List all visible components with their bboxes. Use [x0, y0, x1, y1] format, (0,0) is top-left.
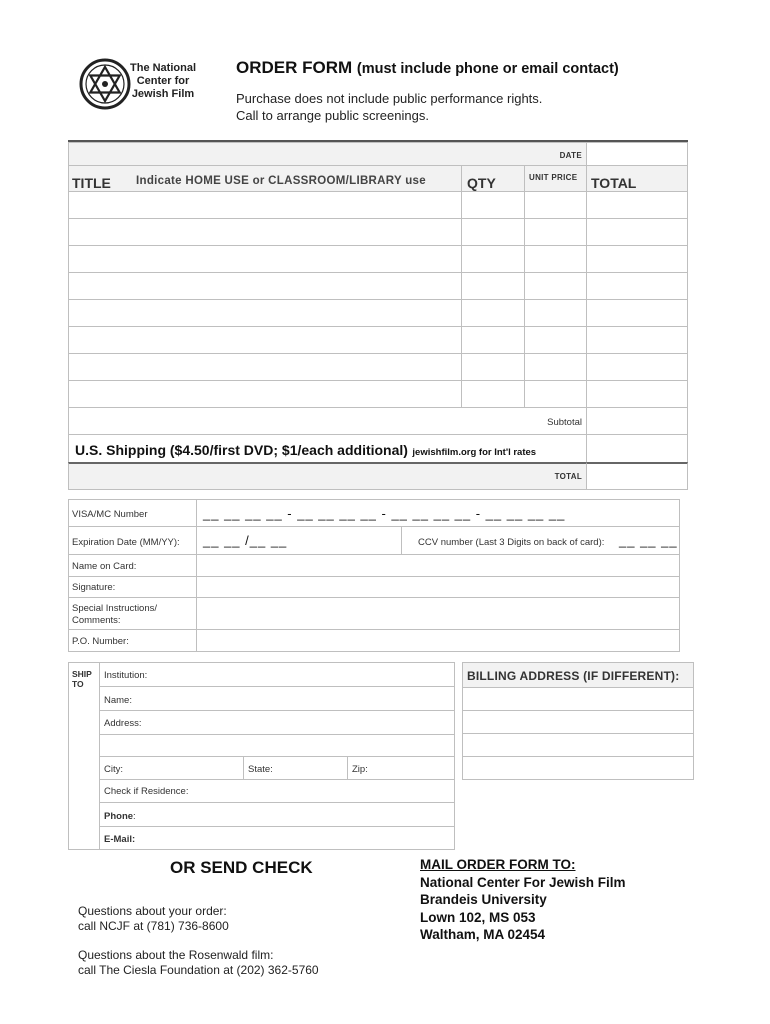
mail-address-line-4: Waltham, MA 02454: [420, 927, 546, 942]
email-label: E-Mail:: [104, 834, 136, 845]
card-number-label-cell: [68, 499, 197, 527]
phone-label-colon: :: [133, 811, 136, 822]
item-qty-field[interactable]: [461, 218, 525, 246]
date-field[interactable]: [586, 142, 688, 166]
billing-address-section: [462, 662, 694, 780]
billing-line-3-field[interactable]: [462, 733, 694, 757]
ship-to-label: [72, 669, 92, 689]
item-qty-field[interactable]: [461, 353, 525, 381]
po-number-field[interactable]: [196, 629, 680, 652]
expiration-label: Expiration Date (MM/YY):: [72, 537, 180, 548]
date-label: DATE: [559, 151, 582, 160]
payment-table: [68, 499, 680, 652]
form-title: [236, 58, 619, 78]
item-title-field[interactable]: [68, 353, 462, 381]
state-label: State:: [248, 764, 273, 775]
unit-price-column-header: UNIT PRICE: [529, 173, 578, 182]
logo-line-2: Center for: [136, 75, 190, 87]
billing-line-1-field[interactable]: [462, 687, 694, 711]
item-unit-price-field[interactable]: [524, 299, 587, 327]
order-questions-line-2: call NCJF at (781) 736-8600: [78, 919, 229, 933]
film-questions: [78, 948, 319, 978]
intro-text: [236, 90, 542, 124]
logo-line-3: Jewish Film: [131, 88, 195, 100]
send-check-heading: OR SEND CHECK: [170, 858, 313, 877]
order-questions-line-1: Questions about your order:: [78, 904, 227, 918]
subtotal-label: Subtotal: [547, 417, 582, 428]
item-title-field[interactable]: [68, 299, 462, 327]
total-header-cell: [586, 165, 688, 192]
intro-line-1: Purchase does not include public performance rights.: [236, 91, 543, 106]
signature-field[interactable]: [196, 576, 680, 598]
shipping-field[interactable]: [586, 434, 688, 463]
film-questions-line-2: call The Ciesla Foundation at (202) 362-5760: [78, 963, 319, 977]
phone-field[interactable]: [99, 802, 455, 827]
item-qty-field[interactable]: [461, 326, 525, 354]
item-unit-price-field[interactable]: [524, 353, 587, 381]
phone-label-wrap: [104, 811, 136, 822]
instructions-field[interactable]: [196, 597, 680, 630]
intro-line-2: Call to arrange public screenings.: [236, 108, 429, 123]
item-total-field[interactable]: [586, 380, 688, 408]
name-on-card-label-cell: [68, 554, 197, 577]
card-number-blanks: __ __ __ __ - __ __ __ __ - __ __ __ __ - __ __ __ __: [203, 506, 566, 521]
address-field[interactable]: [99, 710, 455, 735]
form-title-note: (must include phone or email contact): [356, 61, 619, 77]
grand-total-field[interactable]: [586, 462, 688, 490]
institution-label: Institution:: [104, 670, 148, 681]
billing-label-cell: [462, 662, 694, 688]
expiration-blanks: __ __ /__ __: [203, 533, 288, 548]
item-title-field[interactable]: [68, 218, 462, 246]
item-total-field[interactable]: [586, 218, 688, 246]
ship-to-label-line-1: SHIP: [72, 669, 92, 679]
ccv-label: CCV number (Last 3 Digits on back of card):: [418, 537, 605, 548]
item-qty-field[interactable]: [461, 272, 525, 300]
zip-field[interactable]: [347, 756, 455, 780]
title-instruction: Indicate HOME USE or CLASSROOM/LIBRARY use: [136, 175, 426, 187]
item-unit-price-field[interactable]: [524, 380, 587, 408]
item-unit-price-field[interactable]: [524, 326, 587, 354]
unit-price-header-cell: [524, 165, 587, 192]
order-questions: [78, 904, 229, 934]
order-table: [68, 140, 688, 488]
signature-label-cell: [68, 576, 197, 598]
ccv-field[interactable]: [401, 526, 680, 555]
address-line-2-field[interactable]: [99, 734, 455, 757]
mail-address-line-1: National Center For Jewish Film: [420, 874, 626, 890]
item-unit-price-field[interactable]: [524, 245, 587, 273]
item-total-field[interactable]: [586, 272, 688, 300]
item-total-field[interactable]: [586, 191, 688, 219]
item-unit-price-field[interactable]: [524, 191, 587, 219]
card-number-label: VISA/MC Number: [72, 509, 148, 520]
zip-label: Zip:: [352, 764, 368, 775]
item-qty-field[interactable]: [461, 380, 525, 408]
total-column-header: TOTAL: [591, 175, 637, 191]
card-number-field[interactable]: [196, 499, 680, 527]
billing-line-4-field[interactable]: [462, 756, 694, 780]
logo-text: [130, 62, 196, 101]
film-questions-line-1: Questions about the Rosenwald film:: [78, 948, 274, 962]
ship-to-section: [68, 662, 455, 850]
name-field[interactable]: [99, 686, 455, 711]
state-field[interactable]: [243, 756, 348, 780]
form-title-main: ORDER FORM: [236, 58, 353, 77]
shipping-label: U.S. Shipping ($4.50/first DVD; $1/each additional): [75, 442, 408, 458]
residence-field[interactable]: [99, 779, 455, 803]
item-qty-field[interactable]: [461, 191, 525, 219]
expiration-label-cell: [68, 526, 197, 555]
instructions-label-line-1: Special Instructions/: [72, 603, 158, 614]
item-total-field[interactable]: [586, 353, 688, 381]
po-number-label: P.O. Number:: [72, 636, 129, 647]
city-field[interactable]: [99, 756, 244, 780]
name-label: Name:: [104, 695, 132, 706]
item-total-field[interactable]: [586, 299, 688, 327]
mail-order-heading: MAIL ORDER FORM TO:: [420, 857, 576, 872]
email-field[interactable]: [99, 826, 455, 850]
grand-total-label: TOTAL: [554, 472, 582, 481]
item-title-field[interactable]: [68, 380, 462, 408]
date-label-cell: [68, 142, 587, 166]
item-title-field[interactable]: [68, 191, 462, 219]
title-header-cell: [68, 165, 462, 192]
item-total-field[interactable]: [586, 245, 688, 273]
qty-header-cell: [461, 165, 525, 192]
ccv-blanks: __ __ __: [619, 533, 678, 548]
shipping-label-cell: [68, 434, 587, 463]
instructions-label: [72, 603, 157, 627]
grand-total-label-cell: [68, 462, 587, 490]
item-total-field[interactable]: [586, 326, 688, 354]
name-on-card-field[interactable]: [196, 554, 680, 577]
mail-address-line-3: Lown 102, MS 053: [420, 909, 536, 925]
instructions-label-cell: [68, 597, 197, 630]
shipping-intl-note: jewishfilm.org for Int'l rates: [412, 447, 537, 458]
city-label: City:: [104, 764, 123, 775]
subtotal-field[interactable]: [586, 407, 688, 435]
shipping-text: [75, 442, 536, 460]
logo-line-1: The National: [130, 62, 197, 74]
institution-field[interactable]: [99, 662, 455, 687]
name-on-card-label: Name on Card:: [72, 561, 137, 572]
qty-column-header: QTY: [467, 175, 496, 191]
ship-to-label-cell: [68, 662, 100, 850]
item-unit-price-field[interactable]: [524, 218, 587, 246]
residence-label: Check if Residence:: [104, 786, 189, 797]
address-label: Address:: [104, 718, 142, 729]
ncjf-logo-star-of-david-icon: [79, 58, 131, 110]
item-title-field[interactable]: [68, 245, 462, 273]
signature-label: Signature:: [72, 582, 116, 593]
ship-to-label-line-2: TO: [72, 679, 84, 689]
subtotal-label-cell: [68, 407, 587, 435]
phone-label: Phone: [104, 811, 134, 822]
item-qty-field[interactable]: [461, 299, 525, 327]
mail-address-line-2: Brandeis University: [420, 892, 547, 907]
po-number-label-cell: [68, 629, 197, 652]
title-column-header: TITLE: [72, 175, 111, 191]
billing-address-label: BILLING ADDRESS (IF DIFFERENT):: [467, 669, 680, 683]
billing-line-2-field[interactable]: [462, 710, 694, 734]
item-title-field[interactable]: [68, 326, 462, 354]
item-unit-price-field[interactable]: [524, 272, 587, 300]
mail-order-address: [420, 856, 626, 944]
item-title-field[interactable]: [68, 272, 462, 300]
instructions-label-line-2: Comments:: [72, 615, 121, 626]
item-qty-field[interactable]: [461, 245, 525, 273]
expiration-field[interactable]: [196, 526, 402, 555]
